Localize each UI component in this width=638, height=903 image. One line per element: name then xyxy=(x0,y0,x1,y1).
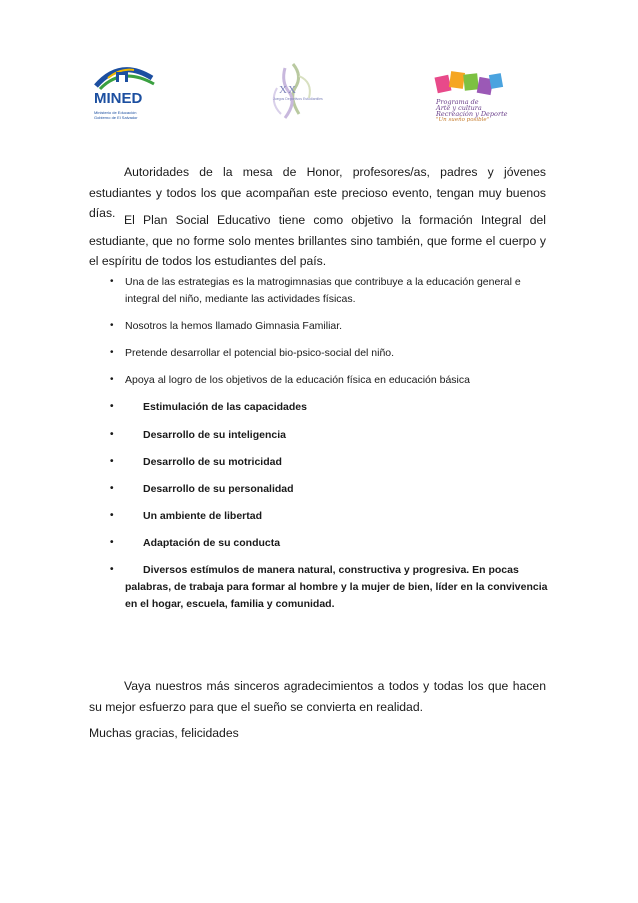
mined-logo xyxy=(90,56,160,132)
list-item xyxy=(89,399,549,416)
arte-logo-line-2: Arte y cultura xyxy=(436,104,482,112)
list-item-text: Diversos estímulos de manera natural, constructiva y progresiva. En pocas palabras, de trabaja para formar al hombre y la mujer de bien, líder en la convivencia en el hogar, escuela, familia y comunidad. xyxy=(125,564,548,610)
mined-logo-subtitle-2: Gobierno de El Salvador xyxy=(94,115,138,120)
list-item-text: Desarrollo de su inteligencia xyxy=(143,428,286,441)
bullet-icon: • xyxy=(110,374,114,386)
list-item xyxy=(89,345,549,362)
greeting-paragraph: Autoridades de la mesa de Honor, profesores/as, padres y jóvenes estudiantes y todos los que acompañan este precioso evento, tengan muy buenos días. xyxy=(89,165,546,220)
arte-tiles-icon xyxy=(432,68,520,98)
list-item xyxy=(89,535,549,552)
list-item xyxy=(89,318,549,335)
list-item-text: Pretende desarrollar el potencial bio-psico-social del niño. xyxy=(125,346,395,359)
bullet-icon: • xyxy=(110,346,114,358)
list-item-text: Desarrollo de su motricidad xyxy=(143,455,282,468)
bullet-icon: • xyxy=(110,537,114,549)
bullet-icon: • xyxy=(110,428,114,440)
list-item-text: Nosotros la hemos llamado Gimnasia Familiar. xyxy=(125,319,343,332)
arte-logo-line-3: Recreación y Deporte xyxy=(436,110,508,118)
list-item xyxy=(89,427,549,444)
bullet-icon: • xyxy=(110,482,114,494)
list-item xyxy=(89,454,549,471)
list-item xyxy=(89,274,549,307)
list-item-text: Apoya al logro de los objetivos de la educación física en educación básica xyxy=(125,374,470,387)
mined-logo-subtitle: Ministerio de Educación xyxy=(94,110,137,115)
bullet-icon: • xyxy=(110,276,114,287)
closing-line: Muchas gracias, felicidades xyxy=(89,726,239,740)
mined-logo-text: MINED xyxy=(94,90,143,107)
bullet-icon: • xyxy=(110,455,114,467)
list-item-text: Un ambiente de libertad xyxy=(143,510,263,523)
list-item xyxy=(89,508,549,525)
objective-paragraph: El Plan Social Educativo tiene como objetivo la formación Integral del estudiante, que no forme solo mentes brillantes sino también, que forme el cuerpo y el espíritu de todos los estudiantes del país. xyxy=(89,213,546,268)
bullet-icon: • xyxy=(110,401,114,413)
list-item xyxy=(89,372,549,389)
arte-logo-slogan: "Un sueño posible" xyxy=(436,117,490,123)
arte-logo-line-1: Programa de xyxy=(436,98,479,106)
arte-cultura-logo xyxy=(432,68,520,130)
bullet-icon: • xyxy=(110,319,114,331)
mined-emblem-icon xyxy=(90,56,160,92)
xx-logo-text: XX xyxy=(279,84,297,96)
xx-games-logo xyxy=(255,58,325,128)
bullet-list xyxy=(89,274,549,623)
xx-logo-subtitle: Juegos Deportivos Estudiantiles xyxy=(273,97,323,101)
list-item-text: Desarrollo de su personalidad xyxy=(143,482,294,495)
list-item-text: Estimulación de las capacidades xyxy=(143,401,307,414)
list-item-text: Adaptación de su conducta xyxy=(143,537,281,550)
list-item-text: Una de las estrategias es la matrogimnasias que contribuye a la educación general e integral del niño, mediante las actividades físicas. xyxy=(125,276,521,305)
bullet-icon: • xyxy=(110,510,114,522)
list-item xyxy=(89,481,549,498)
list-item xyxy=(89,562,549,612)
thanks-paragraph: Vaya nuestros más sinceros agradecimientos a todos y todas los que hacen su mejor esfuerzo para que el sueño se convierta en realidad. xyxy=(89,679,546,714)
bullet-icon: • xyxy=(110,564,114,576)
